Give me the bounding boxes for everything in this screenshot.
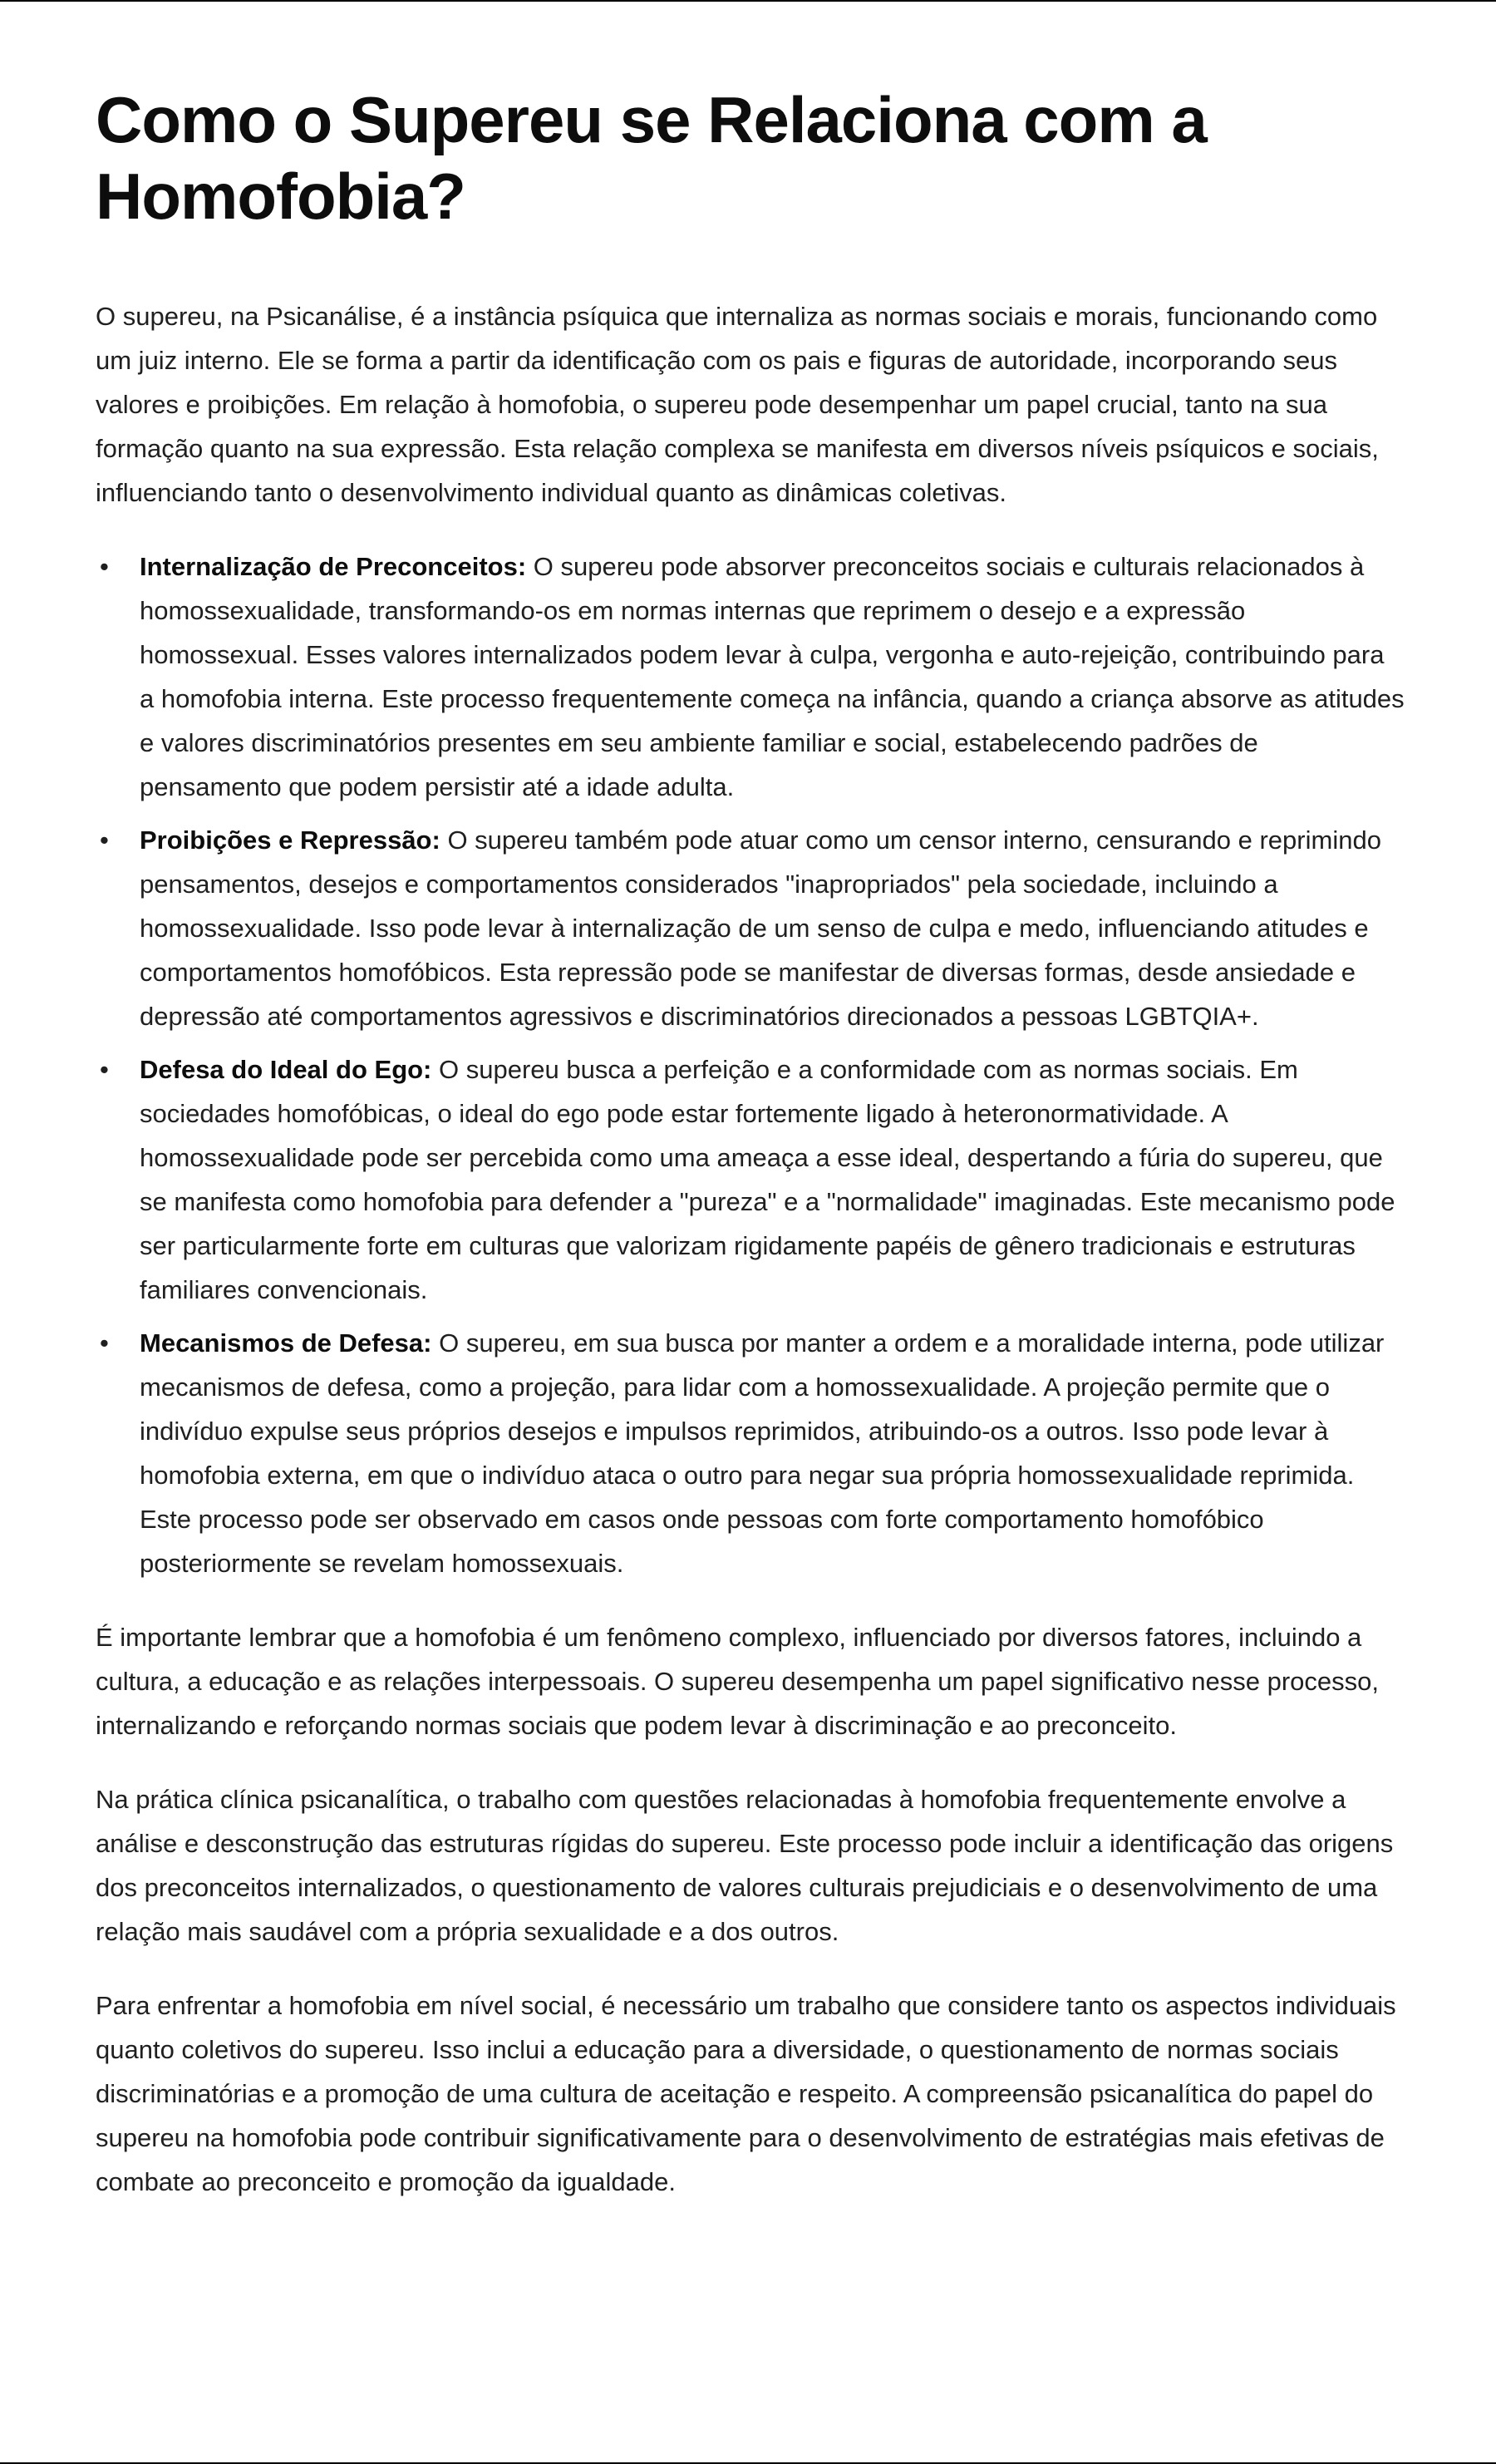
list-item bbox=[96, 545, 1405, 809]
list-item-heading: Internalização de Preconceitos: bbox=[140, 552, 527, 581]
paragraph-social: Para enfrentar a homofobia em nível social, é necessário um trabalho que considere tanto os aspectos individuais quanto coletivos do supereu. Isso inclui a educação para a diversidade, o questionamento de normas sociais discriminatórias e a promoção de uma cultura de aceitação e respeito. A compreensão psicanalítica do papel do supereu na homofobia pode contribuir significativamente para o desenvolvimento de estratégias mais efetivas de combate ao preconceito e promoção da igualdade. bbox=[96, 1991, 1396, 2196]
paragraph-clinical-practice: Na prática clínica psicanalítica, o trabalho com questões relacionadas à homofobia frequentemente envolve a análise e desconstrução das estruturas rígidas do supereu. Este processo pode incluir a identificação das origens dos preconceitos internalizados, o questionamento de valores culturais prejudiciais e o desenvolvimento de uma relação mais saudável com a própria sexualidade e a dos outros. bbox=[96, 1785, 1394, 1946]
bullet-icon: • bbox=[100, 1055, 109, 1084]
list-item-heading: Proibições e Repressão: bbox=[140, 825, 440, 855]
bullet-icon: • bbox=[100, 1328, 109, 1358]
page-title: Como o Supereu se Relaciona com a Homofobia? bbox=[96, 83, 1207, 233]
intro-paragraph: O supereu, na Psicanálise, é a instância psíquica que internaliza as normas sociais e morais, funcionando como um juiz interno. Ele se forma a partir da identificação com os pais e figuras de autoridade, incorporando seus valores e proibições. Em relação à homofobia, o supereu pode desempenhar um papel crucial, tanto na sua formação quanto na sua expressão. Esta relação complexa se manifesta em diversos níveis psíquicos e sociais, influenciando tanto o desenvolvimento individual quanto as dinâmicas coletivas. bbox=[96, 302, 1379, 507]
list-item bbox=[96, 1321, 1405, 1585]
list-item-text: O supereu busca a perfeição e a conformidade com as normas sociais. Em sociedades homofóbicas, o ideal do ego pode estar fortemente ligado à heteronormatividade. A homossexualidade pode ser percebida como uma ameaça a esse ideal, despertando a fúria do supereu, que se manifesta como homofobia para defender a "pureza" e a "normalidade" imaginadas. Este mecanismo pode ser particularmente forte em culturas que valorizam rigidamente papéis de gênero tradicionais e estruturas familiares convencionais. bbox=[140, 1055, 1395, 1304]
article bbox=[96, 2, 1405, 2204]
list-item bbox=[96, 818, 1405, 1038]
list-item-text: O supereu, em sua busca por manter a ordem e a moralidade interna, pode utilizar mecanismos de defesa, como a projeção, para lidar com a homossexualidade. A projeção permite que o indivíduo expulse seus próprios desejos e impulsos reprimidos, atribuindo-os a outros. Isso pode levar à homofobia externa, em que o indivíduo ataca o outro para negar sua própria homossexualidade reprimida. Este processo pode ser observado em casos onde pessoas com forte comportamento homofóbico posteriormente se revelam homossexuais. bbox=[140, 1328, 1385, 1578]
list-item-heading: Defesa do Ideal do Ego: bbox=[140, 1055, 432, 1084]
list-item bbox=[96, 1047, 1405, 1312]
bullet-icon: • bbox=[100, 552, 109, 581]
list-item-heading: Mecanismos de Defesa: bbox=[140, 1328, 432, 1358]
list-item-text: O supereu também pode atuar como um censor interno, censurando e reprimindo pensamentos, desejos e comportamentos considerados "inapropriados" pela sociedade, incluindo a homossexualidade. Isso pode levar à internalização de um senso de culpa e medo, influenciando atitudes e comportamentos homofóbicos. Esta repressão pode se manifestar de diversas formas, desde ansiedade e depressão até comportamentos agressivos e discriminatórios direcionados a pessoas LGBTQIA+. bbox=[140, 825, 1381, 1031]
paragraph-importance: É importante lembrar que a homofobia é um fenômeno complexo, influenciado por diversos fatores, incluindo a cultura, a educação e as relações interpessoais. O supereu desempenha um papel significativo nesse processo, internalizando e reforçando normas sociais que podem levar à discriminação e ao preconceito. bbox=[96, 1623, 1380, 1740]
list-item-text: O supereu pode absorver preconceitos sociais e culturais relacionados à homossexualidade, transformando-os em normas internas que reprimem o desejo e a expressão homossexual. Esses valores internalizados podem levar à culpa, vergonha e auto-rejeição, contribuindo para a homofobia interna. Este processo frequentemente começa na infância, quando a criança absorve as atitudes e valores discriminatórios presentes em seu ambiente familiar e social, estabelecendo padrões de pensamento que podem persistir até a idade adulta. bbox=[140, 552, 1405, 801]
bullet-list bbox=[96, 545, 1405, 1585]
bullet-icon: • bbox=[100, 825, 109, 855]
